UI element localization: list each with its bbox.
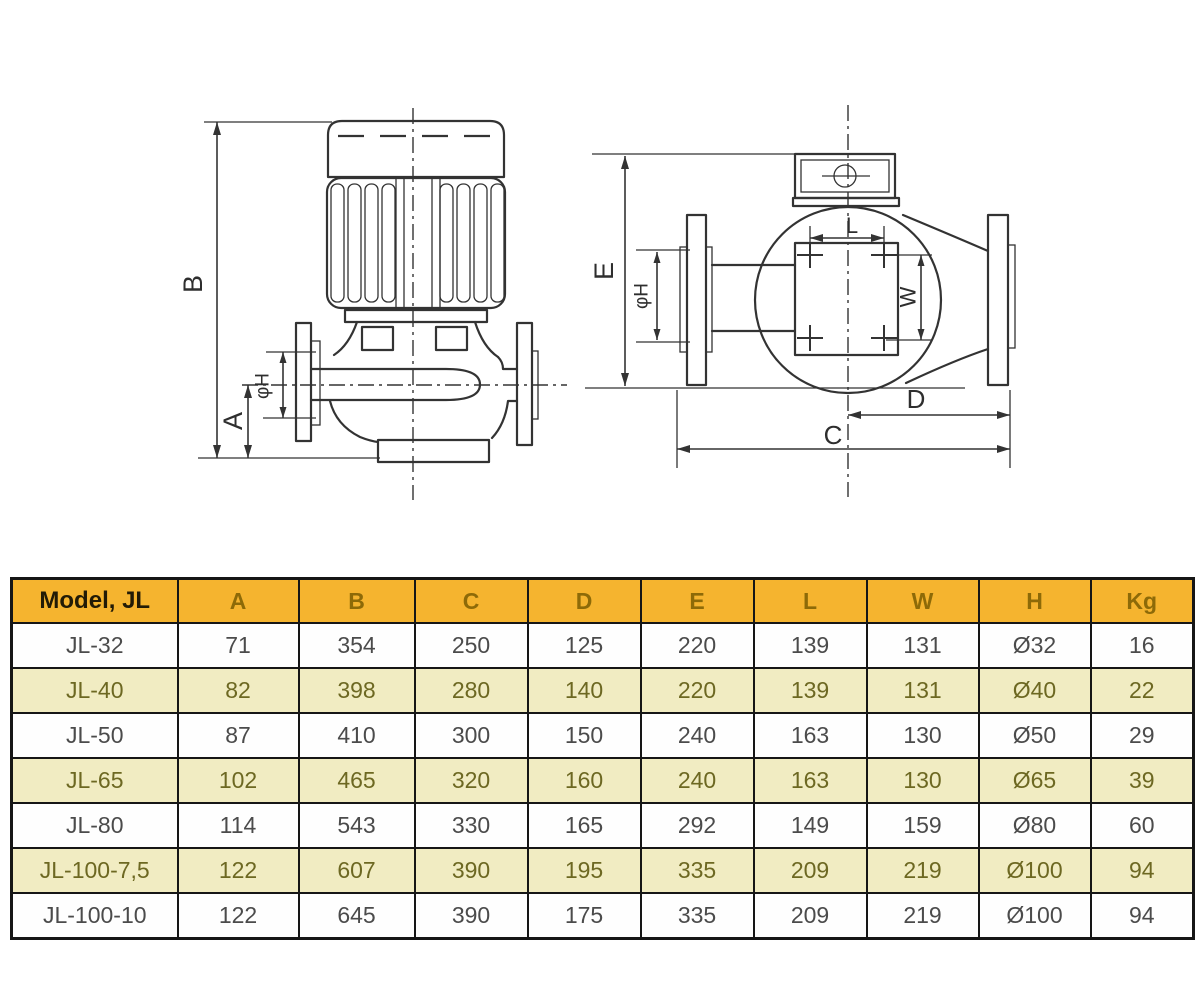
value-cell: 280 <box>415 668 528 713</box>
value-cell: Ø100 <box>979 848 1091 893</box>
dim-label-W: W <box>895 286 921 308</box>
value-cell: 160 <box>528 758 641 803</box>
arrowheads <box>213 122 287 458</box>
value-cell: 130 <box>867 713 979 758</box>
value-cell: 209 <box>754 893 867 939</box>
column-header-d: D <box>528 579 641 624</box>
bracket-window-right <box>436 327 467 350</box>
value-cell: 122 <box>178 893 299 939</box>
value-cell: 220 <box>641 668 754 713</box>
dim-label-phiH-top: φH <box>631 282 653 310</box>
value-cell: 22 <box>1091 668 1194 713</box>
value-cell: 335 <box>641 893 754 939</box>
value-cell: 250 <box>415 623 528 668</box>
value-cell: 390 <box>415 848 528 893</box>
value-cell: 195 <box>528 848 641 893</box>
value-cell: 163 <box>754 758 867 803</box>
table-row <box>12 848 1194 893</box>
motor-fins <box>331 178 504 308</box>
extension-lines <box>198 122 380 458</box>
pump-top-view <box>585 105 1015 497</box>
model-column-header: Model, JL <box>12 579 178 624</box>
value-cell: Ø40 <box>979 668 1091 713</box>
value-cell: 87 <box>178 713 299 758</box>
value-cell: 219 <box>867 893 979 939</box>
header-row <box>12 579 1194 624</box>
value-cell: 163 <box>754 713 867 758</box>
model-cell: JL-80 <box>12 803 178 848</box>
value-cell: 94 <box>1091 848 1194 893</box>
value-cell: 398 <box>299 668 415 713</box>
value-cell: 94 <box>1091 893 1194 939</box>
volute-curve <box>330 401 378 442</box>
dim-label-B: B <box>178 274 208 294</box>
value-cell: 165 <box>528 803 641 848</box>
table-row <box>12 713 1194 758</box>
bolt-marks <box>797 242 897 351</box>
value-cell: Ø32 <box>979 623 1091 668</box>
column-header-c: C <box>415 579 528 624</box>
dim-label-A: A <box>218 411 248 431</box>
model-cell: JL-32 <box>12 623 178 668</box>
dim-label-D: D <box>906 384 926 414</box>
value-cell: 292 <box>641 803 754 848</box>
value-cell: 354 <box>299 623 415 668</box>
value-cell: 607 <box>299 848 415 893</box>
table-row <box>12 668 1194 713</box>
fan-cover <box>328 121 504 177</box>
value-cell: 139 <box>754 623 867 668</box>
column-header-e: E <box>641 579 754 624</box>
value-cell: 390 <box>415 893 528 939</box>
value-cell: 175 <box>528 893 641 939</box>
value-cell: 102 <box>178 758 299 803</box>
suction-pipe <box>712 265 795 331</box>
value-cell: 150 <box>528 713 641 758</box>
value-cell: 125 <box>528 623 641 668</box>
column-header-a: A <box>178 579 299 624</box>
value-cell: 220 <box>641 623 754 668</box>
value-cell: 122 <box>178 848 299 893</box>
table-row <box>12 893 1194 939</box>
value-cell: 114 <box>178 803 299 848</box>
table-body <box>12 623 1194 939</box>
value-cell: 330 <box>415 803 528 848</box>
extension-lines <box>585 154 1010 468</box>
dim-label-phiH-side: φH <box>252 372 274 400</box>
value-cell: 39 <box>1091 758 1194 803</box>
value-cell: 60 <box>1091 803 1194 848</box>
value-cell: 645 <box>299 893 415 939</box>
value-cell: 29 <box>1091 713 1194 758</box>
model-cell: JL-40 <box>12 668 178 713</box>
model-cell: JL-65 <box>12 758 178 803</box>
column-header-kg: Kg <box>1091 579 1194 624</box>
suction-flange-hub <box>311 341 320 425</box>
value-cell: 240 <box>641 713 754 758</box>
column-header-w: W <box>867 579 979 624</box>
value-cell: 335 <box>641 848 754 893</box>
terminal-box-base <box>793 198 899 206</box>
table-row <box>12 758 1194 803</box>
table-row <box>12 623 1194 668</box>
bracket-window-left <box>362 327 393 350</box>
motor-body <box>327 178 505 308</box>
value-cell: 320 <box>415 758 528 803</box>
value-cell: 71 <box>178 623 299 668</box>
value-cell: 82 <box>178 668 299 713</box>
arrowheads <box>621 156 1010 453</box>
column-header-l: L <box>754 579 867 624</box>
value-cell: Ø80 <box>979 803 1091 848</box>
value-cell: 16 <box>1091 623 1194 668</box>
pump-base <box>378 440 489 462</box>
table-row <box>12 803 1194 848</box>
value-cell: Ø50 <box>979 713 1091 758</box>
dim-label-L: L <box>845 213 859 238</box>
value-cell: 209 <box>754 848 867 893</box>
model-cell: JL-100-7,5 <box>12 848 178 893</box>
column-header-b: B <box>299 579 415 624</box>
value-cell: 300 <box>415 713 528 758</box>
value-cell: Ø100 <box>979 893 1091 939</box>
value-cell: 130 <box>867 758 979 803</box>
value-cell: 240 <box>641 758 754 803</box>
dim-label-E: E <box>589 261 619 281</box>
table-header <box>12 579 1194 624</box>
suction-flange <box>296 323 311 441</box>
value-cell: 131 <box>867 623 979 668</box>
value-cell: Ø65 <box>979 758 1091 803</box>
value-cell: 159 <box>867 803 979 848</box>
value-cell: 140 <box>528 668 641 713</box>
value-cell: 139 <box>754 668 867 713</box>
value-cell: 410 <box>299 713 415 758</box>
pump-side-view <box>178 108 567 500</box>
column-header-h: H <box>979 579 1091 624</box>
value-cell: 131 <box>867 668 979 713</box>
value-cell: 219 <box>867 848 979 893</box>
value-cell: 543 <box>299 803 415 848</box>
dimensions-table <box>10 577 1195 940</box>
bracket-sides <box>334 322 498 357</box>
discharge-side <box>492 357 517 438</box>
model-cell: JL-50 <box>12 713 178 758</box>
suction-flange <box>687 215 706 385</box>
dim-label-C: C <box>823 420 843 450</box>
value-cell: 465 <box>299 758 415 803</box>
discharge-flange <box>517 323 532 445</box>
motor-foot-plate <box>345 310 487 322</box>
discharge-flange <box>988 215 1008 385</box>
value-cell: 149 <box>754 803 867 848</box>
model-cell: JL-100-10 <box>12 893 178 939</box>
